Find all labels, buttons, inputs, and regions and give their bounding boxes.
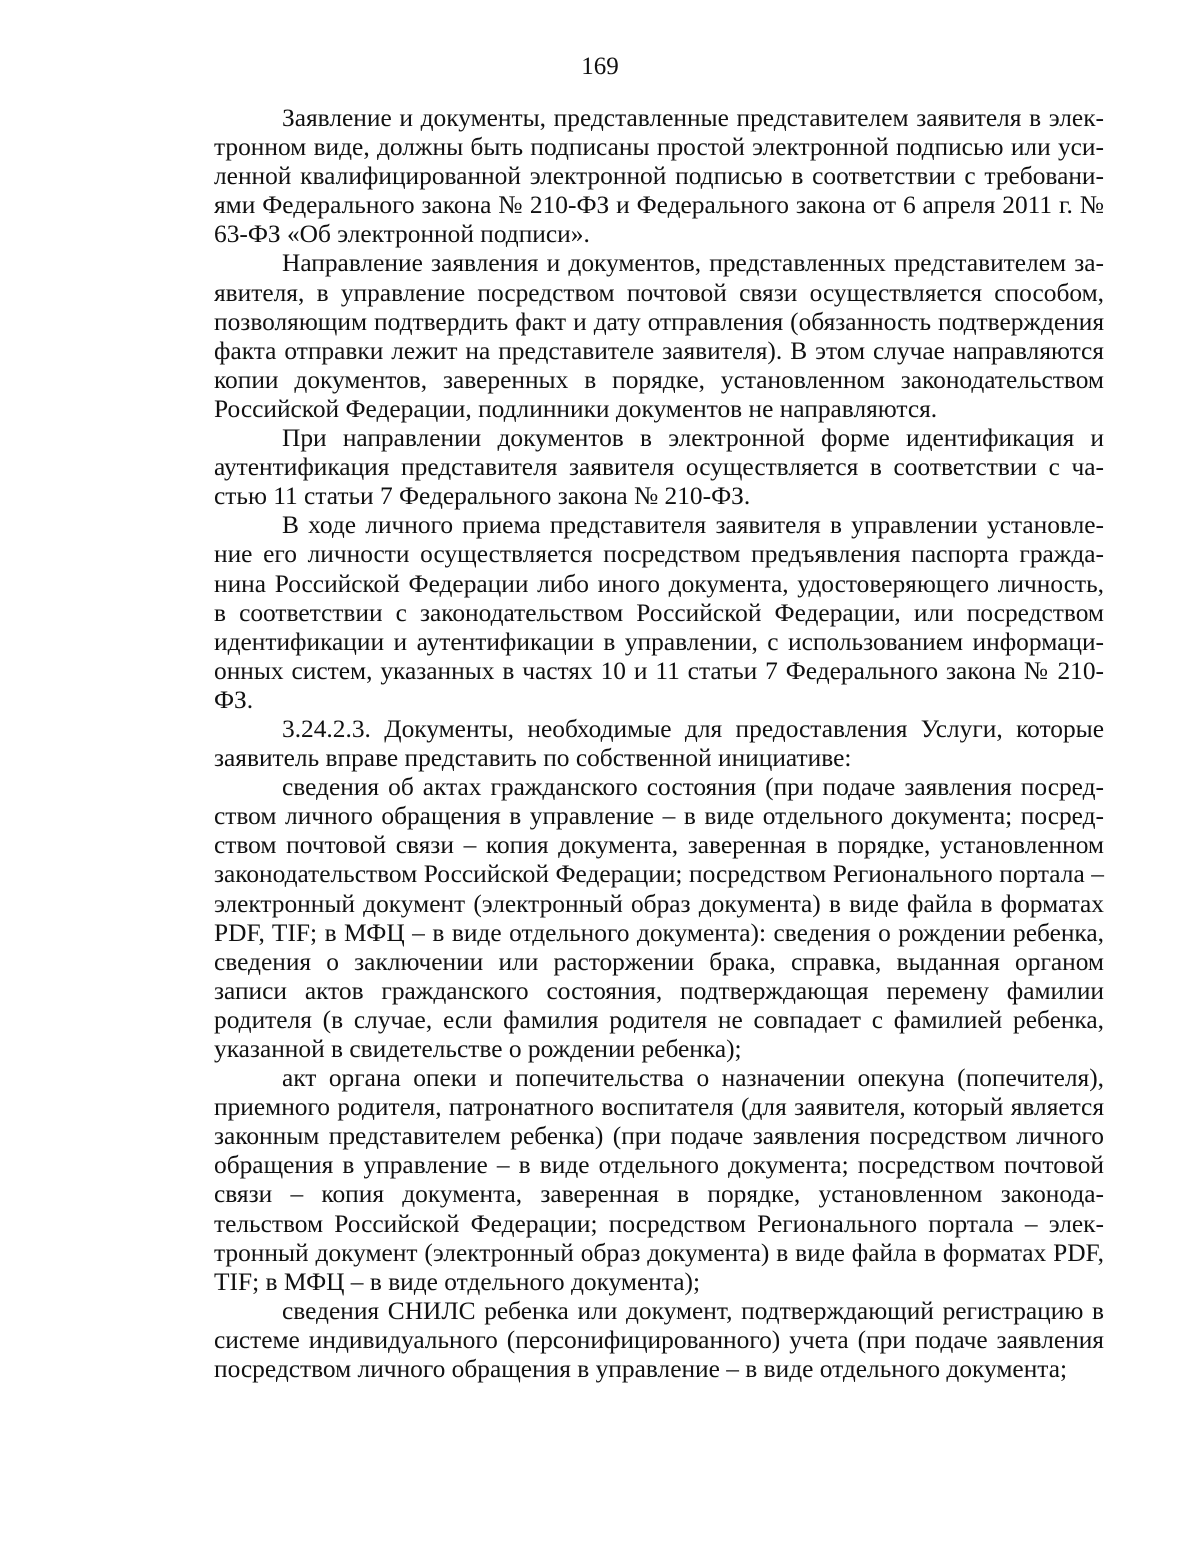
paragraph-guardianship-act: акт органа опеки и попечительства о назначении опекуна (попечителя), приемного родителя, патронатного воспитателя (для заявителя, который является законным представителем ребенка) (при подаче заявления посредством личного обращения в управление – в виде отдельного документа; посредством почтовой связи – копия документа, заверенная в порядке, установленном законодательством Российской Федерации; посредством Регионального портала – электронный документ (электронный образ документа) в виде файла в форматах PDF, TIF; в МФЦ – в виде отдельного документа); — [214, 1064, 1104, 1296]
page-number: 169 — [581, 53, 619, 80]
paragraph-civil-status-records: сведения об актах гражданского состояния (при подаче заявления посредством личного обращения в управление – в виде отдельного документа; посредством почтовой связи – копия документа, заверенная в порядке, установленном законодательством Российской Федерации; посредством Регионального портала – электронный документ (электронный образ документа) в виде файла в форматах PDF, TIF; в МФЦ – в виде отдельного документа): сведения о рождении ребенка, сведения о заключении или расторжении брака, справка, выданная органом записи актов гражданского состояния, подтверждающая перемену фамилии родителя (в случае, если фамилия родителя не совпадает с фамилией ребенка, указанной в свидетельстве о рождении ребенка); — [214, 773, 1104, 1063]
paragraph-postal-submission: Направление заявления и документов, представленных представителем заявителя, в управление посредством почтовой связи осуществляется способом, позволяющим подтвердить факт и дату отправления (обязанность подтверждения факта отправки лежит на представителе заявителя). В этом случае направляются копии документов, заверенных в порядке, установленном законодательством Российской Федерации, подлинники документов не направляются. — [214, 249, 1104, 423]
paragraph-personal-reception: В ходе личного приема представителя заявителя в управлении установление его личности осуществляется посредством предъявления паспорта гражданина Российской Федерации либо иного документа, удостоверяющего личность, в соответствии с законодательством Российской Федерации, или посредством идентификации и аутентификации в управлении, с использованием информационных систем, указанных в частях 10 и 11 статьи 7 Федерального закона № 210-ФЗ. — [214, 511, 1104, 714]
paragraph-snils: сведения СНИЛС ребенка или документ, подтверждающий регистрацию в системе индивидуального (персонифицированного) учета (при подаче заявления посредством личного обращения в управление – в виде отдельного документа; — [214, 1296, 1104, 1384]
paragraph-electronic-identification: При направлении документов в электронной форме идентификация и аутентификация представителя заявителя осуществляется в соответствии с частью 11 статьи 7 Федерального закона № 210-ФЗ. — [214, 424, 1104, 511]
paragraph-section-3-24-2-3: 3.24.2.3. Документы, необходимые для предоставления Услуги, которые заявитель вправе представить по собственной инициативе: — [214, 714, 1104, 773]
document-body — [214, 104, 1104, 1384]
paragraph-electronic-signature: Заявление и документы, представленные представителем заявителя в электронном виде, должны быть подписаны простой электронной подписью или усиленной квалифицированной электронной подписью в соответствии с требованиями Федерального закона № 210-ФЗ и Федерального закона от 6 апреля 2011 г. № 63-ФЗ «Об электронной подписи». — [214, 104, 1104, 249]
